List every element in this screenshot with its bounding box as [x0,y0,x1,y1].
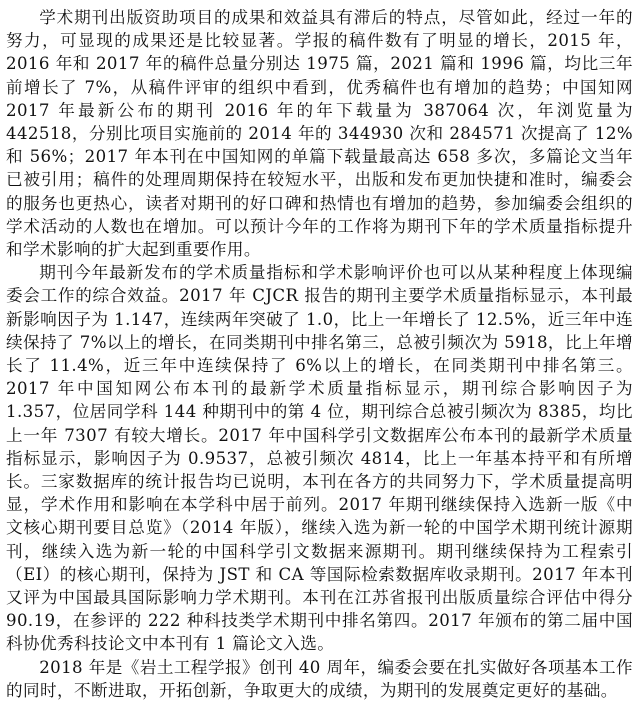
document-page [6,6,633,702]
paragraph-anniversary: 2018 年是《岩土工程学报》创刊 40 周年，编委会要在扎实做好各项基本工作的同时，不断进取，开拓创新，争取更大的成绩，为期刊的发展奠定更好的基础。 [6,657,633,700]
paragraph-achievements: 学术期刊出版资助项目的成果和效益具有滞后的特点，尽管如此，经过一年的努力，可显现的成果还是比较显著。学报的稿件数有了明显的增长，2015 年，2016 年和 2017 年的稿件总量分别达 1975 篇，2021 篇和 1996 篇，均比三年前增长了 7%，从稿件评审的组织中看到，优秀稿件也有增加的趋势；中国知网 2017 年最新公布的期刊 2016 年的年下载量为 387064 次，年浏览量为 442518，分别比项目实施前的 2014 年的 344930 次和 284571 次提高了 12%和 56%；2017 年本刊在中国知网的单篇下载量最高达 658 多次，多篇论文当年已被引用；稿件的处理周期保持在较短水平，出版和发布更加快捷和准时，编委会的服务也更热心，读者对期刊的好口碑和热情也有增加的趋势，参加编委会组织的学术活动的人数也在增加。可以预计今年的工作将为期刊下年的学术质量指标提升和学术影响的扩大起到重要作用。 [6,8,633,260]
paragraph-quality-indicators: 期刊今年最新发布的学术质量指标和学术影响评价也可以从某种程度上体现编委会工作的综合效益。2017 年 CJCR 报告的期刊主要学术质量指标显示，本刊最新影响因子为 1.147，连续两年突破了 1.0，比上一年增长了 12.5%，近三年中连续保持了 7%以上的增长，在同类期刊中排名第三，总被引频次为 5918，比上年增长了 11.4%，近三年中连续保持了 6%以上的增长，在同类期刊中排名第三。2017 年中国知网公布本刊的最新学术质量指标显示，期刊综合影响因子为 1.357，位居同学科 144 种期刊中的第 4 位，期刊综合总被引频次为 8385，均比上一年 7307 有较大增长。2017 年中国科学引文数据库公布本刊的最新学术质量指标显示，影响因子为 0.9537，总被引频次 4814，比上一年基本持平和有所增长。三家数据库的统计报告均已说明，本刊在各方的共同努力下，学术质量提高明显，学术作用和影响在本学科中居于前列。2017 年期刊继续保持入选新一版《中文核心期刊要目总览》（2014 年版），继续入选为新一轮的中国学术期刊统计源期刊，继续入选为新一轮的中国科学引文数据来源期刊。期刊继续保持为工程索引（EI）的核心期刊，保持为 JST 和 CA 等国际检索数据库收录期刊。2017 年本刊又评为中国最具国际影响力学术期刊。本刊在江苏省报刊出版质量综合评估中得分 90.19，在参评的 222 种科技类学术期刊中排名第四。2017 年颁布的第二届中国科协优秀科技论文中本刊有 1 篇论文入选。 [6,263,633,654]
